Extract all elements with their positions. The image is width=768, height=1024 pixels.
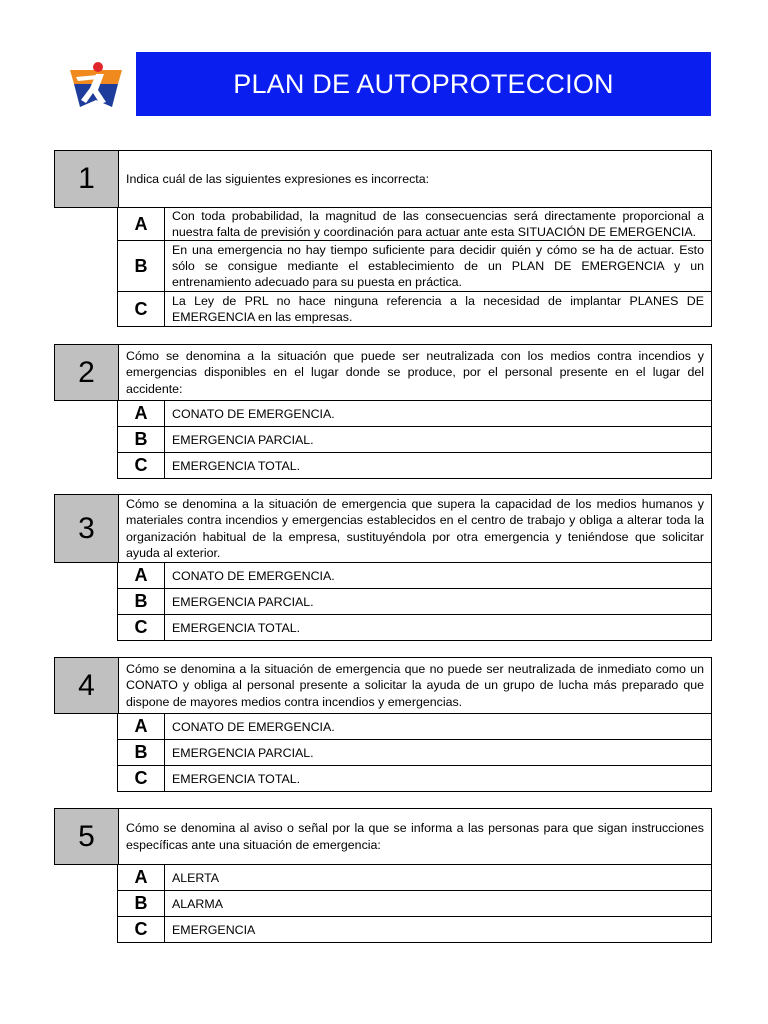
question-number: 5: [55, 809, 119, 864]
question-text: Indica cuál de las siguientes expresiones es incorrecta:: [126, 171, 430, 186]
question-header: [54, 808, 712, 865]
question-number: 2: [55, 345, 119, 400]
question-text: Cómo se denomina a la situación de emergencia que supera la capacidad de los medios humanos y materiales contra incendios y emergencias establecidos en el centro de trabajo y obliga a alterar toda la organización habitual de la empresa, sustituyéndola por otra emergencia y teniéndose que solicitar ayuda al exterior.: [126, 496, 704, 560]
question-text: Cómo se denomina a la situación que puede ser neutralizada con los medios contra incendios y emergencias disponibles en el lugar donde se produce, por el personal presente en el lugar del accidente:: [126, 348, 704, 396]
option-text: CONATO DE EMERGENCIA.: [172, 406, 335, 421]
option-letter: B: [118, 891, 165, 916]
option-b[interactable]: [117, 891, 712, 917]
option-letter: A: [118, 865, 165, 890]
option-text: EMERGENCIA TOTAL.: [172, 458, 301, 473]
option-text: ALERTA: [172, 870, 220, 885]
question-2: [54, 344, 712, 479]
option-text: EMERGENCIA TOTAL.: [172, 620, 301, 635]
question-4: [54, 657, 712, 792]
option-letter: C: [118, 292, 165, 326]
option-text: ALARMA: [172, 896, 223, 911]
option-letter: C: [118, 766, 165, 791]
options-list: [117, 865, 712, 943]
option-c[interactable]: [117, 453, 712, 479]
option-letter: A: [118, 401, 165, 426]
option-a[interactable]: [117, 714, 712, 740]
option-c[interactable]: [117, 917, 712, 943]
options-list: [117, 563, 712, 641]
options-list: [117, 401, 712, 479]
option-letter: A: [118, 714, 165, 739]
option-a[interactable]: [117, 208, 712, 241]
option-c[interactable]: [117, 615, 712, 641]
option-b[interactable]: [117, 589, 712, 615]
option-letter: C: [118, 453, 165, 478]
option-a[interactable]: [117, 865, 712, 891]
question-text: Cómo se denomina a la situación de emergencia que no puede ser neutralizada de inmediato como un CONATO y obliga al personal presente a solicitar la ayuda de un grupo de lucha más preparado que dispone de mayores medios contra incendios y emergencias.: [126, 661, 704, 709]
option-a[interactable]: [117, 401, 712, 427]
option-letter: B: [118, 427, 165, 452]
option-text: EMERGENCIA PARCIAL.: [172, 745, 314, 760]
option-letter: B: [118, 589, 165, 614]
question-number: 1: [55, 151, 119, 207]
option-text: CONATO DE EMERGENCIA.: [172, 568, 335, 583]
page-title-banner: [136, 52, 711, 116]
option-letter: B: [118, 241, 165, 291]
option-text: Con toda probabilidad, la magnitud de las consecuencias será directamente proporcional a nuestra falta de previsión y coordinación para actuar ante esta SITUACIÓN DE EMERGENCIA.: [172, 209, 704, 239]
options-list: [117, 208, 712, 327]
option-b[interactable]: [117, 427, 712, 453]
option-text: La Ley de PRL no hace ninguna referencia a la necesidad de implantar PLANES DE EMERGENCIA en las empresas.: [172, 294, 704, 324]
option-text: CONATO DE EMERGENCIA.: [172, 719, 335, 734]
option-text: EMERGENCIA TOTAL.: [172, 771, 301, 786]
option-letter: A: [118, 208, 165, 240]
question-header: [54, 494, 712, 563]
question-1: [54, 150, 712, 327]
option-letter: C: [118, 615, 165, 640]
question-header: [54, 344, 712, 401]
question-header: [54, 657, 712, 714]
question-3: [54, 494, 712, 641]
option-text: EMERGENCIA PARCIAL.: [172, 432, 314, 447]
option-text: En una emergencia no hay tiempo suficiente para decidir quién y cómo se ha de actuar. Esto sólo se consigue mediante el establecimiento de un PLAN DE EMERGENCIA y un entrenamiento adecuado para su puesta en práctica.: [172, 243, 704, 289]
question-number: 3: [55, 495, 119, 562]
option-letter: C: [118, 917, 165, 942]
option-text: EMERGENCIA PARCIAL.: [172, 594, 314, 609]
option-c[interactable]: [117, 292, 712, 327]
option-c[interactable]: [117, 766, 712, 792]
options-list: [117, 714, 712, 792]
question-text: Cómo se denomina al aviso o señal por la que se informa a las personas para que sigan instrucciones específicas ante una situación de emergencia:: [126, 821, 704, 852]
running-figure-logo-icon: [68, 60, 124, 110]
option-b[interactable]: [117, 740, 712, 766]
page-title: PLAN DE AUTOPROTECCION: [233, 68, 614, 99]
option-b[interactable]: [117, 241, 712, 292]
question-header: [54, 150, 712, 208]
option-letter: A: [118, 563, 165, 588]
option-letter: B: [118, 740, 165, 765]
question-5: [54, 808, 712, 943]
question-number: 4: [55, 658, 119, 713]
option-a[interactable]: [117, 563, 712, 589]
option-text: EMERGENCIA: [172, 922, 256, 937]
